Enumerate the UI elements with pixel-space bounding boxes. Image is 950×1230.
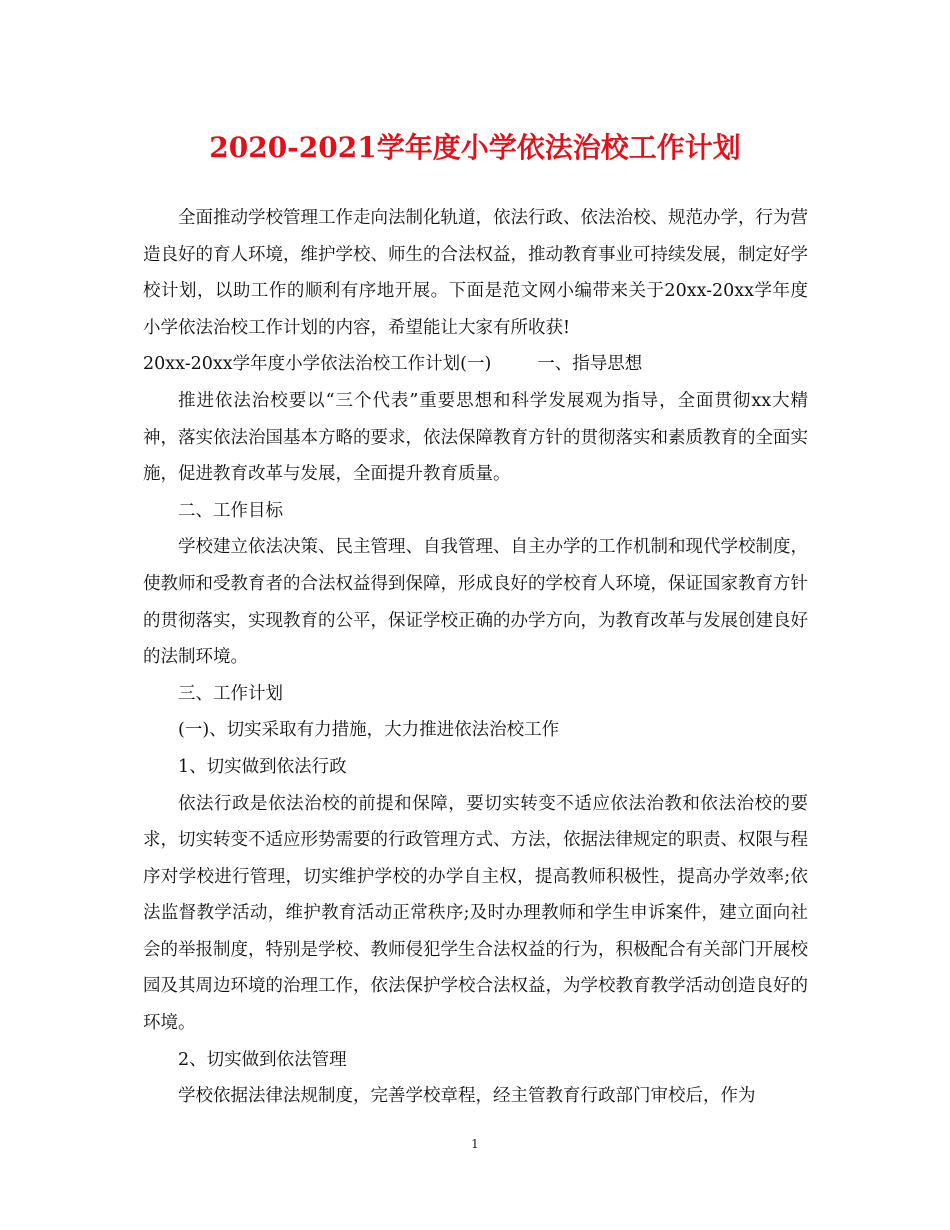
item-heading-lawful-management: 2、切实做到依法管理 <box>178 1049 347 1070</box>
plan-subheading: 20xx-20xx学年度小学依法治校工作计划(一) <box>143 354 492 375</box>
lawful-administration-paragraph: 依法行政是依法治校的前提和保障，要切实转变不适应依法治教和依法治校的要求，切实转变不适应形势需要的行政管理方式、方法，依据法律规定的职责、权限与程序对学校进行管理，切实维护学校的办学自主权，提高教师积极性，提高办学效率;依法监督教学活动，维护教育活动正常秩序;及时办理教师和学生申诉案件，建立面向社会的举报制度，特别是学校、教师侵犯学生合法权益的行为，积极配合有关部门开展校园及其周边环境的治理工作，依法保护学校合法权益，为学校教育教学活动创造良好的环境。 <box>143 793 808 1034</box>
work-goals-paragraph: 学校建立依法决策、民主管理、自我管理、自主办学的工作机制和现代学校制度，使教师和受教育者的合法权益得到保障，形成良好的学校育人环境，保证国家教育方针的贯彻落实，实现教育的公平，保证学校正确的办学方向，为教育改革与发展创建良好的法制环境。 <box>143 537 808 668</box>
intro-paragraph: 全面推动学校管理工作走向法制化轨道，依法行政、依法治校、规范办学，行为营造良好的育人环境，维护学校、师生的合法权益，推动教育事业可持续发展，制定好学校计划，以助工作的顺利有序地开展。下面是范文网小编带来关于20xx-20xx学年度小学依法治校工作计划的内容，希望能让大家有所收获! <box>143 208 808 338</box>
page-number: 1 <box>471 1137 479 1151</box>
lawful-management-paragraph: 学校依据法律法规制度，完善学校章程，经主管教育行政部门审校后，作为 <box>178 1086 756 1107</box>
item-heading-lawful-administration: 1、切实做到依法行政 <box>178 756 347 777</box>
plan-subheading-line <box>143 346 808 383</box>
guiding-ideology-paragraph: 推进依法治校要以“三个代表”重要思想和科学发展观为指导，全面贯彻xx大精神，落实依法治国基本方略的要求，依法保障教育方针的贯彻落实和素质教育的全面实施，促进教育改革与发展，全面提升教育质量。 <box>143 390 808 485</box>
subsection-heading-measures: (一)、切实采取有力措施，大力推进依法治校工作 <box>178 720 560 741</box>
section-heading-work-plan: 三、工作计划 <box>178 683 283 704</box>
document-body <box>143 200 808 1115</box>
document-title: 2020-2021学年度小学依法治校工作计划 <box>209 131 741 164</box>
section-heading-work-goals: 二、工作目标 <box>178 500 283 521</box>
section-heading-guiding-ideology: 一、指导思想 <box>537 354 643 375</box>
